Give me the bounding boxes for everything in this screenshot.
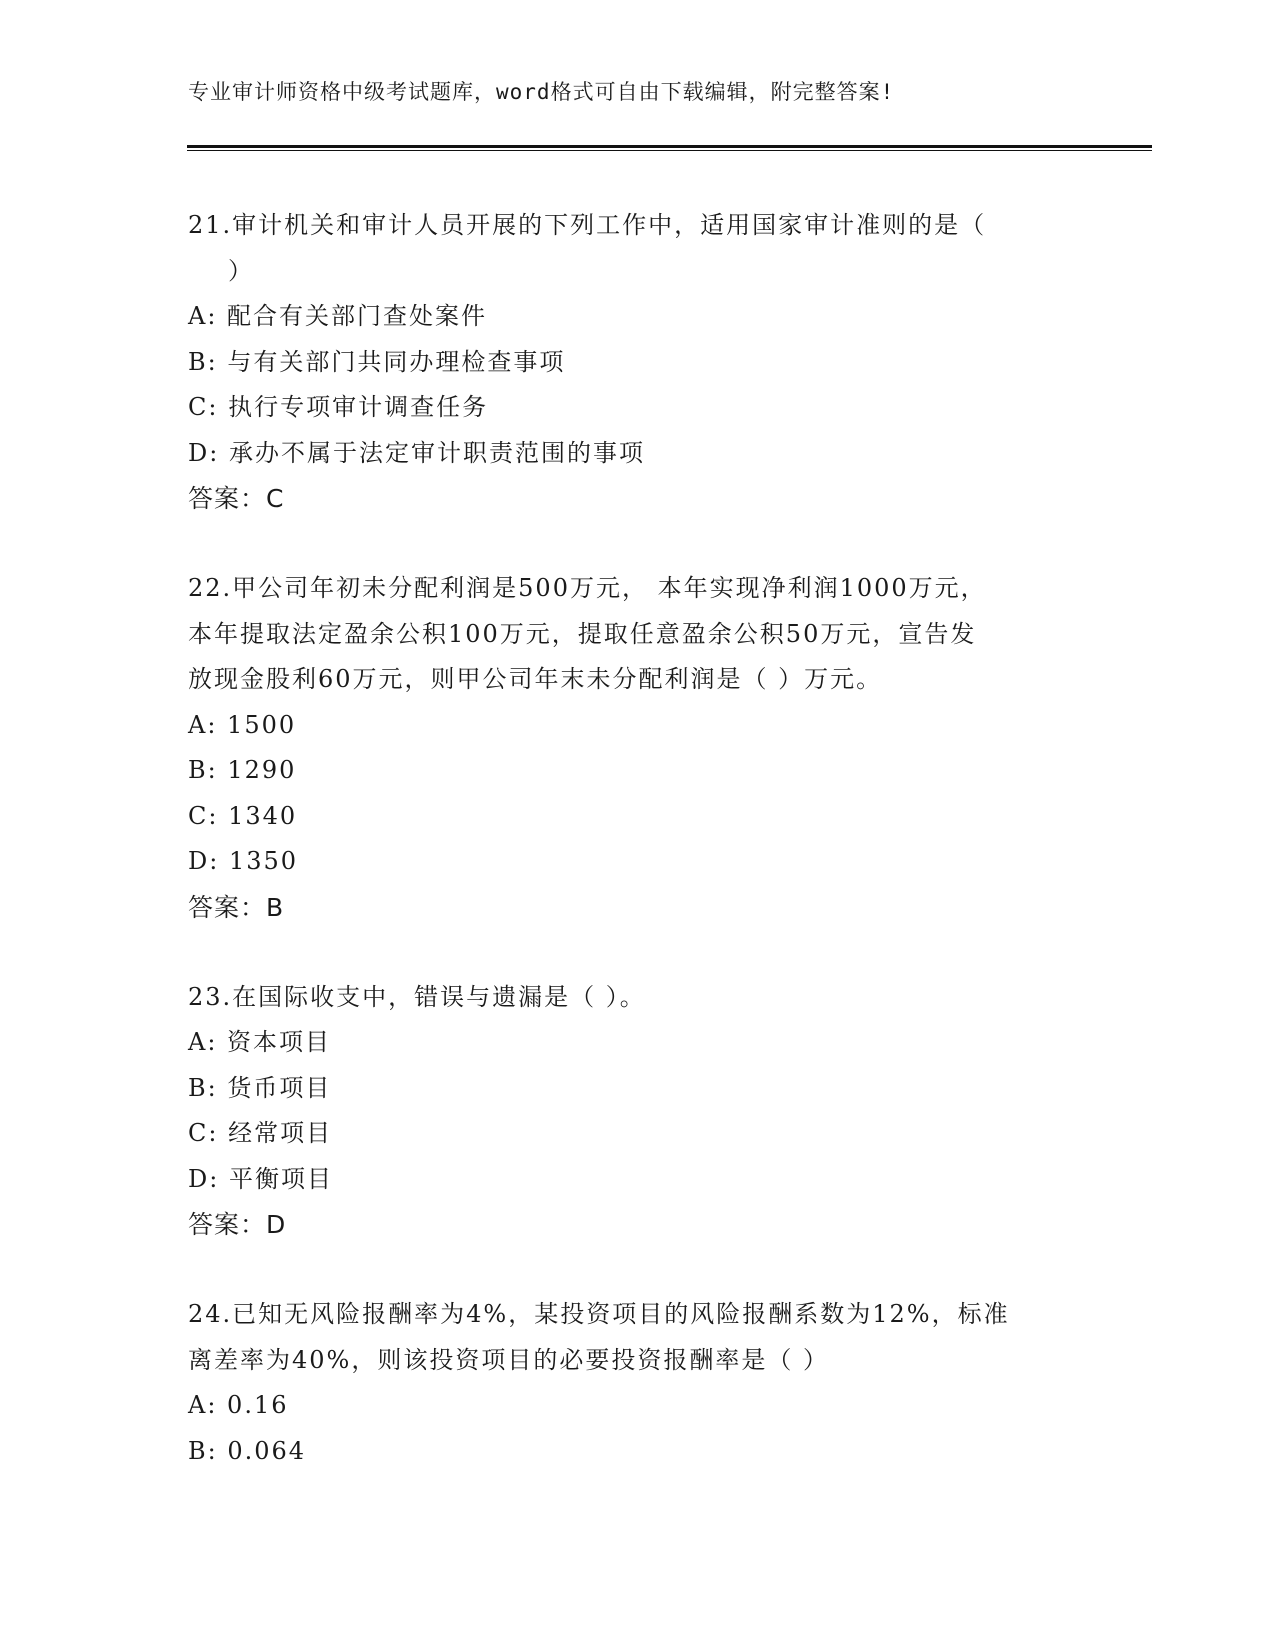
question-stem-line: 放现金股利60万元，则甲公司年末未分配利润是（ ）万元。 <box>188 665 883 693</box>
question-21 <box>188 203 1088 522</box>
option-b: B: 货币项目 <box>188 1073 332 1102</box>
option-c: C: 执行专项审计调查任务 <box>188 393 489 421</box>
option-b: B: 与有关部门共同办理检查事项 <box>188 347 566 376</box>
option-a: A: 配合有关部门查处案件 <box>188 302 488 330</box>
question-stem-line: 本年提取法定盈余公积100万元，提取任意盈余公积50万元，宣告发 <box>188 619 977 648</box>
answer-label: 答案：C <box>188 484 285 513</box>
option-a: A: 资本项目 <box>188 1028 332 1056</box>
question-stem-line: 离差率为40%，则该投资项目的必要投资报酬率是（ ） <box>188 1345 829 1374</box>
option-d: D: 1350 <box>188 847 299 875</box>
option-c: C: 1340 <box>188 801 298 830</box>
question-stem-line: ） <box>228 256 254 285</box>
page-header-text: 专业审计师资格中级考试题库，word格式可自由下载编辑，附完整答案! <box>188 80 895 104</box>
question-stem-line: 23.在国际收支中，错误与遗漏是（ ）。 <box>188 982 646 1011</box>
header-rule-thin <box>187 150 1152 151</box>
question-24 <box>188 1292 1088 1474</box>
header-rule-thick <box>187 145 1152 148</box>
option-c: C: 经常项目 <box>188 1119 333 1147</box>
question-stem-line: 24.已知无风险报酬率为4%，某投资项目的风险报酬系数为12%，标准 <box>188 1300 1010 1328</box>
answer-label: 答案：B <box>188 892 285 922</box>
option-a: A: 1500 <box>188 710 297 739</box>
question-stem-line: 22.甲公司年初未分配利润是500万元， 本年实现净利润1000万元， <box>188 574 987 602</box>
question-22 <box>188 566 1088 931</box>
question-list <box>188 203 1088 1518</box>
option-d: D: 承办不属于法定审计职责范围的事项 <box>188 438 645 467</box>
answer-label: 答案：D <box>188 1210 287 1239</box>
question-23 <box>188 975 1088 1249</box>
option-a: A: 0.16 <box>188 1391 289 1419</box>
option-b: B: 1290 <box>188 756 297 784</box>
option-d: D: 平衡项目 <box>188 1164 333 1193</box>
option-b: B: 0.064 <box>188 1436 307 1465</box>
question-stem-line: 21.审计机关和审计人员开展的下列工作中，适用国家审计准则的是（ <box>188 211 987 239</box>
